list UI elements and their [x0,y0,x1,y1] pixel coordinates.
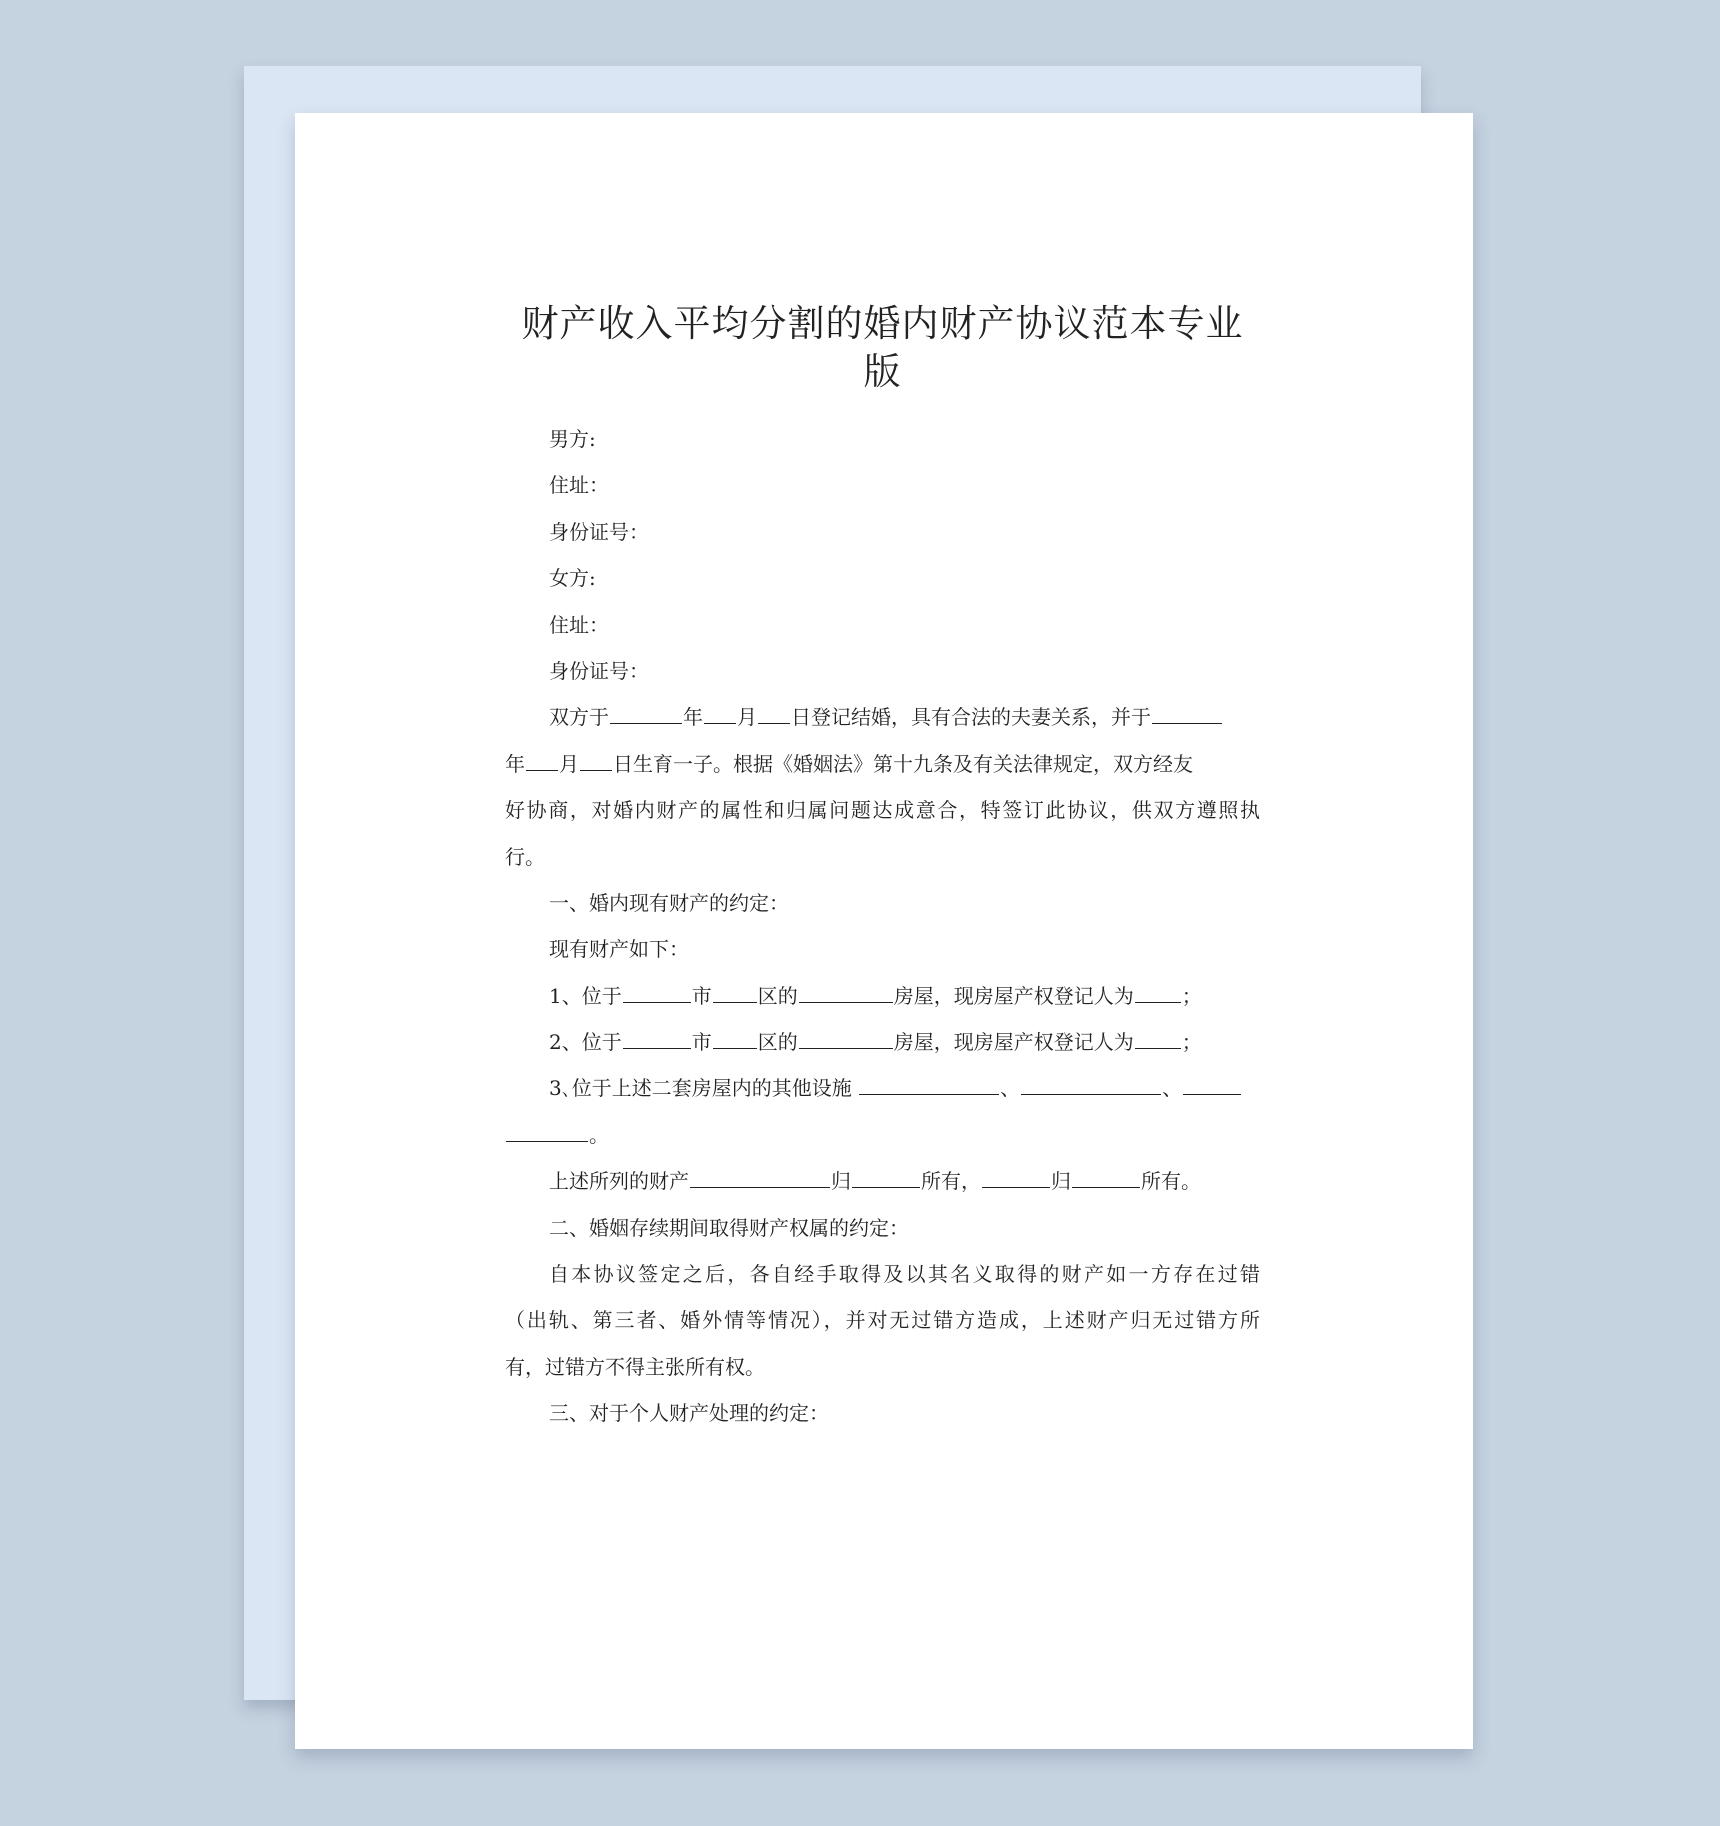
blank-property-b[interactable] [982,1165,1050,1188]
blank-district-2[interactable] [713,1026,757,1049]
blank-property-list[interactable] [690,1165,830,1188]
property-item-3: 3､位于上述二套房屋内的其他设施 、 、 [505,1065,1260,1111]
blank-owner-a[interactable] [852,1165,920,1188]
document-title [505,300,1260,396]
marriage-paragraph-line-1: 双方于 年 月 日登记结婚，具有合法的夫妻关系，并于 [505,694,1260,740]
blank-owner-2[interactable] [1135,1026,1181,1049]
property-item-1: 1、位于 市 区的 房屋，现房屋产权登记人为 ； [505,973,1260,1019]
blank-birth-month[interactable] [526,748,558,771]
male-id-label: 身份证号： [549,519,649,544]
blank-facility-3-start[interactable] [1183,1072,1241,1095]
blank-year[interactable] [610,701,682,724]
marriage-paragraph-line-3: 好协商，对婚内财产的属性和归属问题达成意合，特签订此协议，供双方遵照执 [505,798,1260,823]
section-3-heading: 三、对于个人财产处理的约定： [549,1401,829,1426]
document-body [505,300,1260,1437]
section-2-heading: 二、婚姻存续期间取得财产权属的约定： [549,1215,909,1240]
blank-facility-2[interactable] [1021,1072,1161,1095]
blank-facility-3-end[interactable] [506,1119,588,1142]
section-2-paragraph-line-1: 自本协议签定之后，各自经手取得及以其名义取得的财产如一方存在过错 [549,1262,1260,1287]
existing-property-label: 现有财产如下： [549,937,689,962]
blank-city-2[interactable] [623,1026,691,1049]
blank-owner-b[interactable] [1072,1165,1140,1188]
blank-month[interactable] [704,701,736,724]
male-address-label: 住址： [549,473,609,498]
blank-birth-day[interactable] [580,748,612,771]
female-id-label: 身份证号： [549,658,649,683]
male-label: 男方: [549,427,596,451]
section-1-heading: 一、婚内现有财产的约定： [549,890,789,915]
marriage-paragraph-line-4: 行。 [505,844,545,869]
blank-birth-year-start[interactable] [1152,701,1222,724]
section-2-paragraph-line-3: 有，过错方不得主张所有权。 [505,1354,765,1379]
title-line-1: 财产收入平均分割的婚内财产协议范本专业 [521,302,1244,345]
section-2-paragraph-line-2: （出轨、第三者、婚外情等情况），并对无过错方造成，上述财产归无过错方所 [505,1308,1260,1333]
title-line-2: 版 [863,350,902,393]
blank-house-1[interactable] [799,980,893,1003]
blank-house-2[interactable] [799,1026,893,1049]
marriage-paragraph-line-2: 年 月 日生育一子。根据《婚姻法》第十九条及有关法律规定，双方经友 [505,741,1260,787]
property-item-3-continued: 。 [505,1112,1260,1158]
female-label: 女方: [549,566,596,591]
female-address-label: 住址： [549,612,609,637]
blank-city-1[interactable] [623,980,691,1003]
property-item-2: 2、位于 市 区的 房屋，现房屋产权登记人为 ； [505,1019,1260,1065]
blank-facility-1[interactable] [859,1072,999,1095]
blank-district-1[interactable] [713,980,757,1003]
blank-owner-1[interactable] [1135,980,1181,1003]
ownership-statement: 上述所列的财产 归 所有， 归 所有。 [505,1158,1260,1204]
blank-day[interactable] [758,701,790,724]
